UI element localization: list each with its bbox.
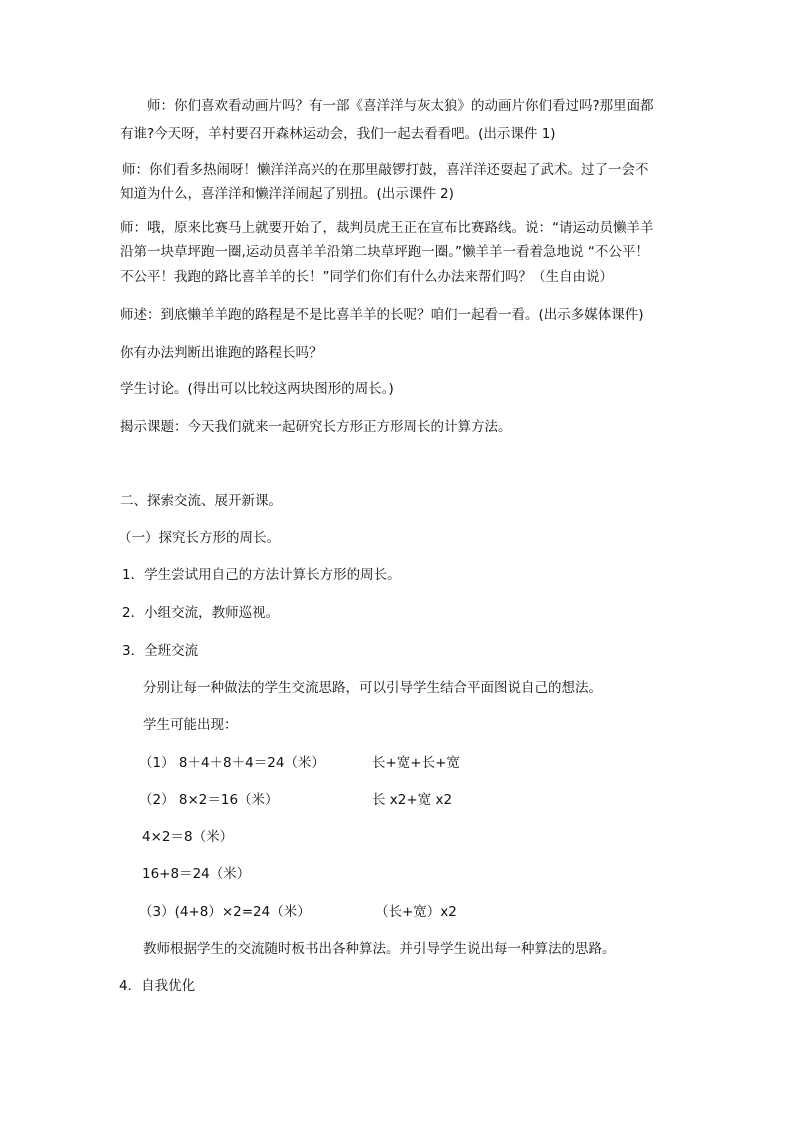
- method-2-step-2: 4×2＝8（米）: [142, 829, 234, 845]
- method-2-formula: 长 x2+宽 x2: [372, 792, 453, 808]
- intro-paragraph-1-line-2: 有谁?今天呀，羊村要召开森林运动会，我们一起去看看吧。(出示课件 1): [120, 126, 556, 142]
- intro-paragraph-2-line-1: 师：你们看多热闹呀！懒洋洋高兴的在那里敲锣打鼓，喜洋洋还耍起了武术。过了一会不: [122, 162, 649, 178]
- step-3-paragraph-3: 教师根据学生的交流随时板书出各种算法。并引导学生说出每一种算法的思路。: [143, 941, 616, 957]
- intro-paragraph-1-line-1: 师：你们喜欢看动画片吗？有一部《喜洋洋与灰太狼》的动画片你们看过吗?那里面都: [147, 98, 654, 114]
- step-3-paragraph-1: 分别让每一种做法的学生交流思路，可以引导学生结合平面图说自己的想法。: [143, 680, 602, 696]
- method-2-calculation: （2） 8×2＝16（米）: [139, 792, 279, 808]
- intro-paragraph-4: 师述：到底懒羊羊跑的路程是不是比喜羊羊的长呢？咱们一起看一看。(出示多媒体课件): [120, 307, 644, 323]
- subsection-heading: （一）探究长方形的周长。: [118, 530, 280, 546]
- intro-paragraph-7: 揭示课题：今天我们就来一起研究长方形正方形周长的计算方法。: [120, 419, 512, 435]
- method-1-calculation: （1） 8＋4＋8＋4＝24（米）: [139, 755, 325, 771]
- step-1: 1．学生尝试用自己的方法计算长方形的周长。: [122, 567, 401, 583]
- intro-paragraph-6: 学生讨论。(得出可以比较这两块图形的周长。): [120, 381, 394, 397]
- step-4: 4．自我优化: [119, 978, 196, 994]
- method-2-step-3: 16+8＝24（米）: [142, 866, 251, 882]
- method-3-formula: （长+宽）x2: [375, 904, 457, 920]
- method-3-calculation: （3）(4+8）×2=24（米）: [139, 904, 311, 920]
- section-heading: 二、探索交流、展开新课。: [120, 493, 282, 509]
- intro-paragraph-2-line-2: 知道为什么，喜洋洋和懒洋洋闹起了别扭。(出示课件 2): [120, 186, 454, 202]
- intro-paragraph-3-line-3: 不公平！我跑的路比喜羊羊的长！”同学们你们有什么办法来帮们吗？（生自由说）: [120, 269, 613, 285]
- intro-paragraph-3-line-2: 沿第一块草坪跑一圈,运动员喜羊羊沿第二块草坪跑一圈。”懒羊羊一看着急地说 “不公平！: [120, 244, 649, 260]
- step-3: 3．全班交流: [122, 643, 199, 659]
- intro-paragraph-5: 你有办法判断出谁跑的路程长吗？: [120, 345, 323, 361]
- step-3-paragraph-2: 学生可能出现：: [143, 717, 238, 733]
- method-1-formula: 长+宽+长+宽: [372, 755, 460, 771]
- intro-paragraph-3-line-1: 师：哦，原来比赛马上就要开始了，裁判员虎王正在宣布比赛路线。说：“请运动员懒羊羊: [120, 220, 654, 236]
- step-2: 2．小组交流，教师巡视。: [122, 605, 280, 621]
